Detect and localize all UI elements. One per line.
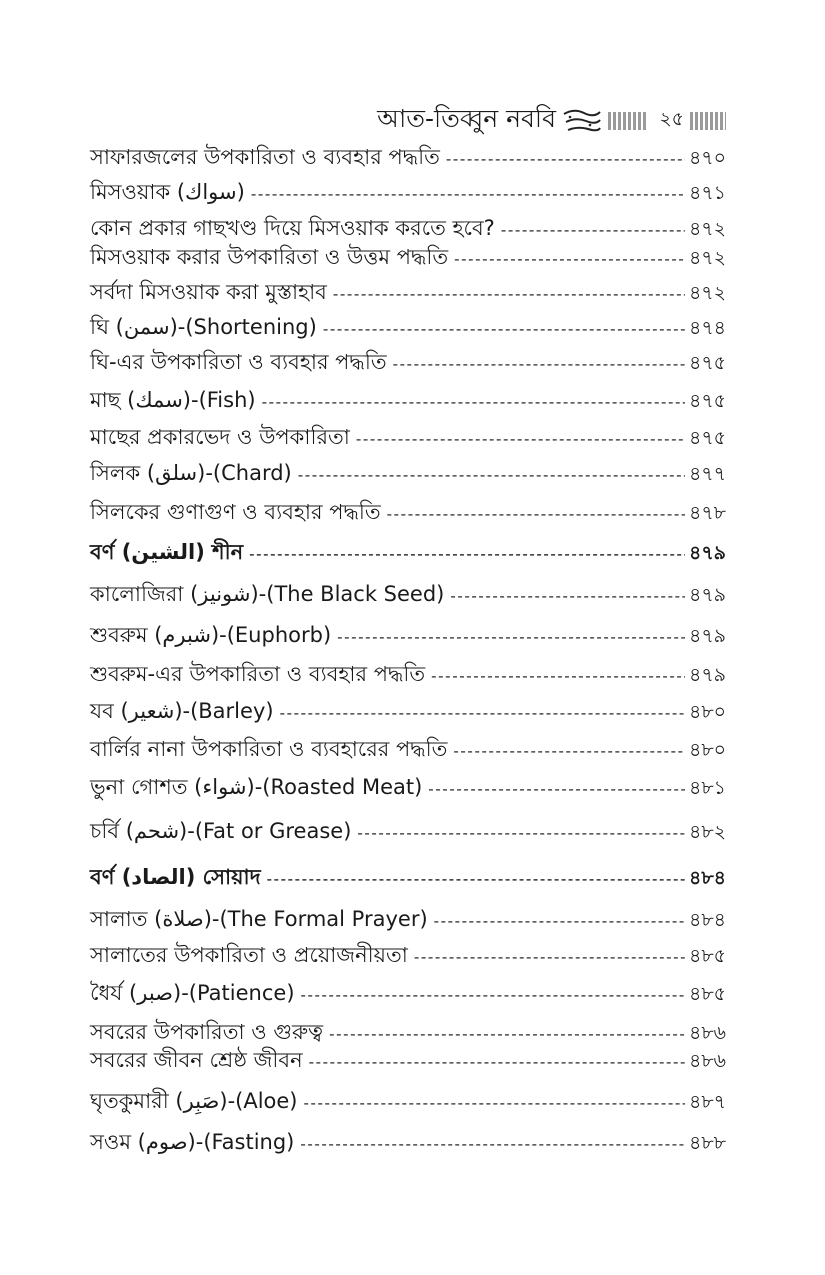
toc-entry-title: ঘৃতকুমারী (صَبِر)-(Aloe) [90,1089,298,1113]
toc-entry [90,1128,726,1157]
toc-entry-page: ৪৮৫ [689,983,726,1005]
dash-leader [356,429,685,448]
toc-entry-page: ৪৮৬ [688,1022,726,1044]
dash-leader [329,1024,685,1043]
salawat-seal-icon [560,105,604,135]
toc-entry-page: ৪৮৪ [689,867,726,889]
toc-entry-page: ৪৭২ [688,218,726,240]
toc-entry-page: ৪৮৪ [689,909,726,931]
dash-leader [298,465,685,484]
page-number: ২৫ [659,108,684,130]
toc-entry-page: ৪৭৯ [688,542,726,564]
toc-entry-page: ৪৮৮ [689,1132,726,1154]
toc-entry-title: সালাত (صلاة)-(The Formal Prayer) [90,907,428,931]
toc-entry [90,660,726,689]
dash-leader [357,823,685,842]
toc-entry-page: ৪৮০ [688,739,726,761]
toc-entry-page: ৪৮৭ [688,1091,726,1113]
toc-entry-page: ৪৮৬ [688,1050,726,1072]
toc-entry-page: ৪৭৯ [688,584,726,606]
toc-entry-page: ৪৭৫ [688,390,726,412]
toc-entry-page: ৪৭৯ [688,625,726,647]
toc-entry-title: ঘি (سمن)-(Shortening) [90,315,317,339]
book-title: আত-তিব্বুন নববি [377,104,556,133]
toc-entry-page: ৪৭০ [688,147,726,169]
toc-entry [90,817,726,846]
toc-entry-title: সালাতের উপকারিতা ও প্রয়োজনীয়তা [90,943,408,967]
toc-entry-page: ৪৭২ [688,247,726,269]
toc-entry-page: ৪৭৮ [688,502,726,524]
toc-entry-title: মাছ (سمك)-(Fish) [90,388,256,412]
toc-entry [90,1046,726,1075]
toc-entry [90,143,726,172]
dash-leader [267,869,685,888]
toc-entry-title: মিসওয়াক করার উপকারিতা ও উত্তম পদ্ধতি [90,245,449,269]
toc-entry-title: বার্লির নানা উপকারিতা ও ব্যবহারের পদ্ধতি [90,737,448,761]
toc-entry [90,459,726,488]
dash-leader [431,666,685,685]
toc-entry [90,735,726,764]
toc-entry [90,313,726,342]
dash-leader [387,504,685,523]
toc-entry-page: ৪৭১ [688,182,726,204]
toc-entry [90,348,726,377]
dash-leader [393,354,685,373]
dash-leader [301,985,685,1004]
dash-leader [414,947,685,966]
decorative-bars-left [608,112,648,130]
dash-leader [501,220,685,239]
toc-entry-title: সবরের জীবন শ্রেষ্ঠ জীবন [90,1048,303,1072]
dash-leader [446,149,685,168]
dash-leader [309,1052,685,1071]
toc-entry [90,178,726,207]
decorative-bars-right [690,112,726,130]
toc-entry-page: ৪৭৫ [688,427,726,449]
dash-leader [450,586,685,605]
toc-entry-title: যব (شعير)-(Barley) [90,699,274,723]
toc-entry-page: ৪৭৪ [688,317,726,339]
toc-entry-page: ৪৭৯ [688,664,726,686]
toc-entry [90,905,726,934]
toc-entry-title: ধৈর্য (صبر)-(Patience) [90,981,295,1005]
toc-entry [90,278,726,307]
toc-entry-title: ঘি-এর উপকারিতা ও ব্যবহার পদ্ধতি [90,350,387,374]
toc-entry-title: সর্বদা মিসওয়াক করা মুস্তাহাব [90,280,327,304]
toc-entry-page: ৪৭৫ [688,352,726,374]
toc-entry [90,1087,726,1116]
toc-entry-title: মাছের প্রকারভেদ ও উপকারিতা [90,425,350,449]
toc-entry [90,621,726,650]
toc-entry [90,979,726,1008]
dash-leader [333,284,685,303]
toc-entry [90,941,726,970]
toc-entry-title: সিলক (سلق)-(Chard) [90,461,292,485]
toc-entry-title: চর্বি (شحم)-(Fat or Grease) [90,819,352,843]
toc-entry [90,1018,726,1047]
toc-entry-title: সিলকের গুণাগুণ ও ব্যবহার পদ্ধতি [90,500,381,524]
toc-entry-title: শুবরুম-এর উপকারিতা ও ব্যবহার পদ্ধতি [90,662,426,686]
dash-leader [323,319,685,338]
toc-entry [90,243,726,272]
toc-entry-page: ৪৮০ [688,701,726,723]
toc-entry-title: সওম (صوم)-(Fasting) [90,1130,295,1154]
toc-entry-page: ৪৮২ [688,821,726,843]
toc-entry-page: ৪৭২ [688,282,726,304]
toc-entry-page: ৪৮৫ [689,945,726,967]
toc-entry-title: সাফারজলের উপকারিতা ও ব্যবহার পদ্ধতি [90,145,440,169]
toc-entry-title: কোন প্রকার গাছখণ্ড দিয়ে মিসওয়াক করতে হবে? [90,216,495,240]
toc-entry-title: ভুনা গোশত (شواء)-(Roasted Meat) [90,775,423,799]
toc-entry-title: বর্ণ (الشين) শীন [90,540,244,564]
toc-entry [90,580,726,609]
toc-entry-title: শুবরুম (شبرم)-(Euphorb) [90,623,332,647]
toc-entry [90,697,726,726]
toc-entry [90,214,726,243]
dash-leader [454,249,685,268]
dash-leader [453,741,685,760]
dash-leader [280,703,685,722]
toc-entry [90,386,726,415]
dash-leader [262,392,685,411]
toc-entry [90,423,726,452]
toc-entry-page: ৪৮১ [689,777,726,799]
dash-leader [300,1134,685,1153]
running-header [90,104,726,136]
toc-entry [90,538,726,567]
dash-leader [251,184,685,203]
dash-leader [304,1093,685,1112]
dash-leader [428,779,685,798]
dash-leader [249,544,685,563]
toc-entry-title: মিসওয়াক (سواك) [90,180,245,204]
dash-leader [337,627,685,646]
dash-leader [434,911,685,930]
toc-entry-title: বর্ণ (الصاد) সোয়াদ [90,865,261,889]
toc-entry [90,498,726,527]
toc-entry [90,863,726,892]
toc-entry-title: কালোজিরা (شونيز)-(The Black Seed) [90,582,445,606]
toc-entry-title: সবরের উপকারিতা ও গুরুত্ব [90,1020,324,1044]
toc-entry-page: ৪৭৭ [688,463,726,485]
toc-entry [90,773,726,802]
